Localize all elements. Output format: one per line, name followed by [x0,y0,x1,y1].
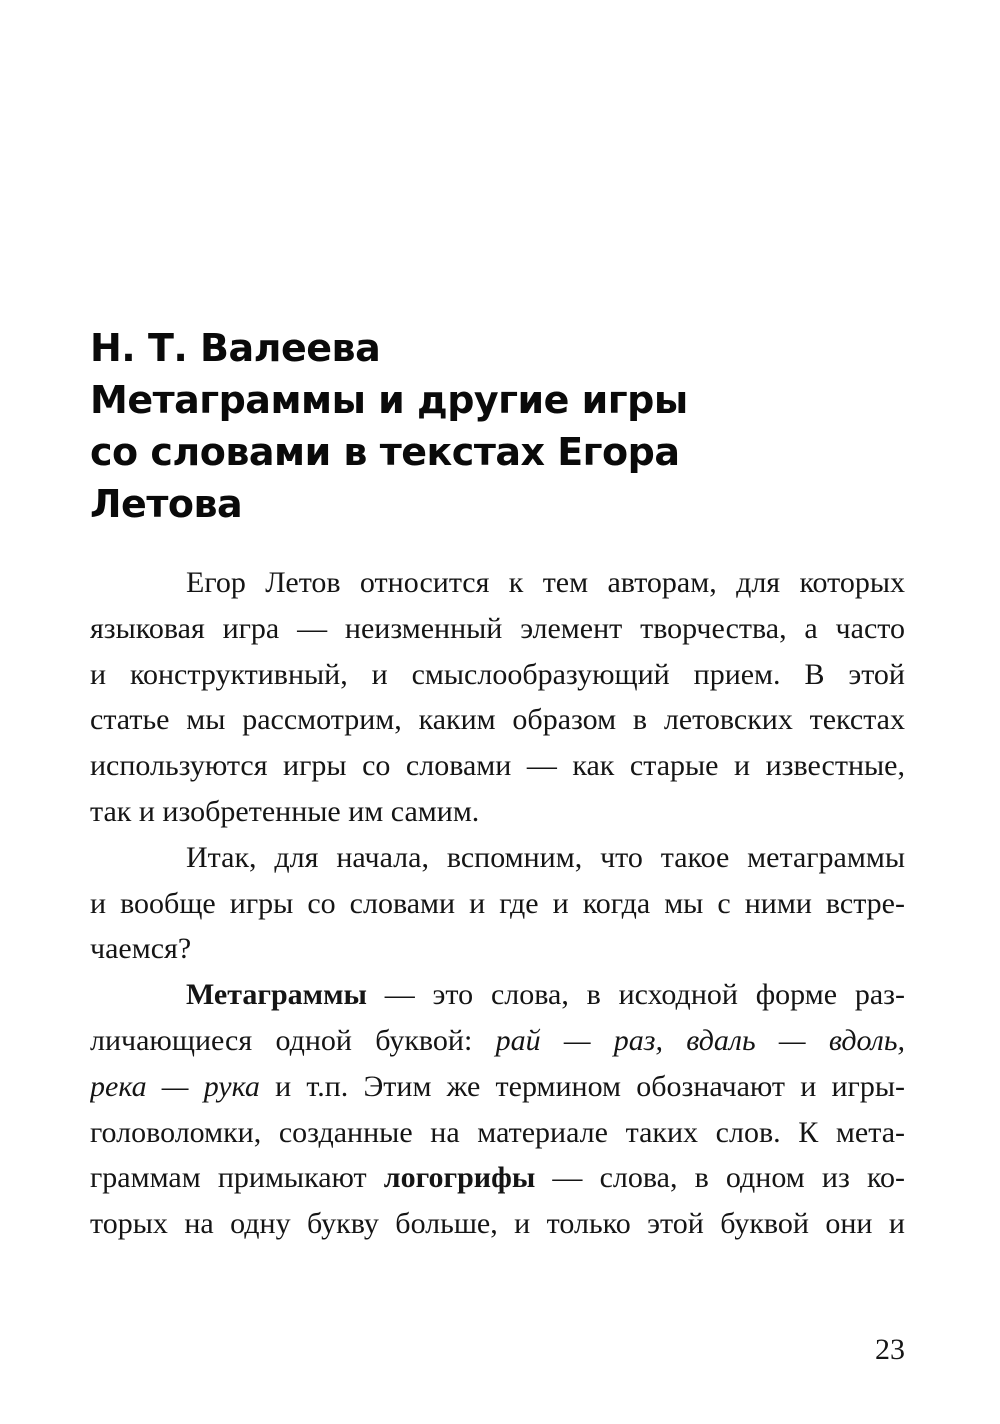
text-fragment: и т.п. Этим же термином обозначают и игры- [259,1069,905,1103]
article-body [90,560,905,1247]
text-line: используются игры со словами — как старые и известные, [90,749,905,783]
term-metagrams: Метаграммы [186,978,367,1012]
text-line: языковая игра — неизменный элемент творчества, а часто [90,611,905,645]
article-title-line-3: Летова [90,482,243,526]
text-line: торых на одну букву больше, и только этой буквой они и [90,1207,905,1241]
text-line [90,1155,905,1201]
text-fragment: — слова, в одном из ко- [535,1161,905,1195]
text-fragment: — это слова, в исходной форме раз- [366,978,905,1012]
text-line: чаемся? [90,932,192,966]
page-number: 23 [875,1333,905,1366]
term-logogriphs: логогрифы [383,1161,536,1195]
text-line [90,972,905,1018]
text-line: и конструктивный, и смыслообразующий прием. В этой [90,657,905,691]
text-line: Итак, для начала, вспомним, что такое метаграммы [186,840,905,874]
example-words: рай — раз, вдаль — вдоль, [495,1023,905,1057]
text-line: головоломки, созданные на материале таких слов. К мета- [90,1115,905,1149]
example-words: река — рука [90,1069,260,1103]
paragraph-1 [90,560,905,835]
text-line: так и изобретенные им самим. [90,794,480,828]
text-line: статье мы рассмотрим, каким образом в летовских текстах [90,703,905,737]
text-fragment: граммам примыкают [90,1161,384,1195]
paragraph-3 [90,972,905,1247]
text-line [90,1064,905,1110]
article-title-line-1: Метаграммы и другие игры [90,378,688,422]
text-fragment: личающиеся одной буквой: [90,1023,496,1057]
text-line: Егор Летов относится к тем авторам, для которых [186,566,905,599]
text-line [90,1018,905,1064]
article-title-line-2: со словами в текстах Егора [90,430,680,474]
text-line: и вообще игры со словами и где и когда мы с ними встре- [90,886,905,920]
author-name: Н. Т. Валеева [90,326,381,370]
article-heading [90,322,850,530]
paragraph-2 [90,835,905,972]
